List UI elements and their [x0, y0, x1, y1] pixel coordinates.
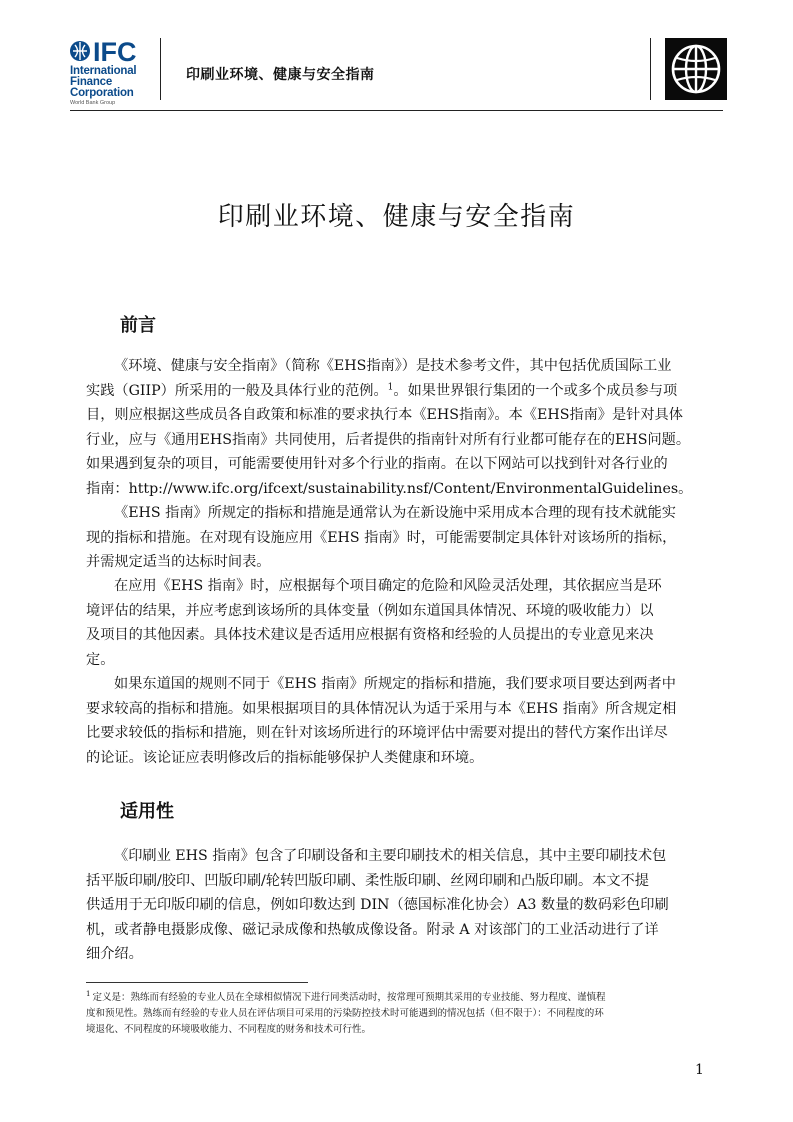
- page-header: [0, 0, 793, 112]
- paragraph-line: 细介绍。: [86, 946, 143, 962]
- paragraph-line: 括平版印刷/胶印、凹版印刷/轮转凹版印刷、柔性版印刷、丝网印刷和凸版印刷。本文不提: [86, 872, 649, 889]
- paragraph-line: 《EHS 指南》所规定的指标和措施是通常认为在新设施中采用成本合理的现有技术就能实: [114, 505, 676, 521]
- paragraph-line: 行业，应与《通用EHS指南》共同使用，后者提供的指南针对所有行业都可能存在的EHS问题。: [86, 431, 691, 448]
- paragraph-line: 《环境、健康与安全指南》（简称《EHS指南》）是技术参考文件，其中包括优质国际工业: [114, 358, 672, 374]
- ifc-logo-line-1: International: [70, 65, 137, 77]
- paragraph-line: 机，或者静电摄影成像、磁记录成像和热敏成像设备。附录 A 对该部门的工业活动进行了详: [86, 921, 659, 938]
- paragraph-line: 定。: [86, 651, 115, 668]
- section-heading-applicability: 适用性: [120, 801, 174, 822]
- paragraph-line-with-url: 指南：http://www.ifc.org/ifcext/sustainability.nsf/Content/EnvironmentalGuidelines。: [86, 480, 693, 497]
- footnote-reference[interactable]: 1: [387, 381, 394, 392]
- paragraph-line: 要求较高的指标和措施。如果根据项目的具体情况认为适于采用与本《EHS 指南》所含规定相: [86, 700, 677, 717]
- footnote-mark: 1: [86, 989, 91, 998]
- footnote-separator: [86, 982, 308, 983]
- paragraph: [86, 672, 711, 770]
- paragraph-line: 供适用于无印版印刷的信息，例如印数达到 DIN（德国标准化协会）A3 数量的数码彩色印刷: [86, 897, 669, 913]
- footnote-line: 度和预见性。熟练而有经验的专业人员在评估项目可采用的污染防控技术时可能遇到的情况包括（但不限于）：不同程度的环: [86, 1008, 604, 1019]
- paragraph: [86, 574, 711, 672]
- page-title: 印刷业环境、健康与安全指南: [217, 202, 576, 232]
- paragraph-line: 《印刷业 EHS 指南》包含了印刷设备和主要印刷技术的相关信息，其中主要印刷技术包: [114, 848, 667, 864]
- paragraph-line: 如果东道国的规则不同于《EHS 指南》所规定的指标和措施，我们要求项目要达到两者中: [114, 676, 676, 692]
- paragraph-line: [86, 379, 711, 404]
- section-heading-foreword: 前言: [120, 315, 156, 336]
- ifc-logo: [70, 38, 160, 108]
- header-rule: [70, 110, 723, 111]
- paragraph-line: 在应用《EHS 指南》时，应根据每个项目确定的危险和风险灵活处理，其依据应当是环: [114, 578, 662, 594]
- header-divider-right: [650, 38, 651, 100]
- ifc-logo-text: IFC: [93, 38, 137, 64]
- paragraph: [86, 501, 711, 575]
- footnote-line: [86, 990, 716, 1006]
- paragraph-line: 并需规定适当的达标时间表。: [86, 554, 271, 570]
- paragraph-line: 比要求较低的指标和措施，则在针对该场所进行的环境评估中需要对提出的替代方案作出详尽: [86, 725, 668, 741]
- world-bank-logo: [665, 38, 727, 100]
- ifc-globe-mark-icon: [70, 38, 160, 64]
- paragraph-line: 境评估的结果，并应考虑到该场所的具体变量（例如东道国具体情况、环境的吸收能力）以: [86, 602, 654, 619]
- paragraph: [86, 844, 711, 967]
- ifc-logo-line-3: Corporation: [70, 87, 134, 99]
- paragraph-line-text: 。如果世界银行集团的一个或多个成员参与项: [393, 382, 678, 399]
- header-divider-left: [160, 38, 161, 100]
- paragraph-line: 现的指标和措施。在对现有设施应用《EHS 指南》时，可能需要制定具体针对该场所的指标，: [86, 529, 677, 546]
- ifc-logo-line-2: Finance: [70, 76, 113, 88]
- world-bank-globe-icon: [665, 38, 727, 100]
- paragraph: [86, 354, 711, 501]
- header-title: 印刷业环境、健康与安全指南: [186, 67, 375, 83]
- footnote-text: 定义是：熟练而有经验的专业人员在全球相似情况下进行同类活动时，按常理可预期其采用的专业技能、努力程度、谨慎程: [92, 992, 606, 1003]
- paragraph-line: 目，则应根据这些成员各自政策和标准的要求执行本《EHS指南》。本《EHS指南》是针对具体: [86, 407, 683, 423]
- paragraph-line: 的论证。该论证应表明修改后的指标能够保护人类健康和环境。: [86, 749, 484, 766]
- paragraph-line: 及项目的其他因素。具体技术建议是否适用应根据有资格和经验的人员提出的专业意见来决: [86, 627, 654, 643]
- page-number: 1: [695, 1062, 704, 1078]
- ifc-logo-group: World Bank Group: [70, 100, 116, 106]
- paragraph-line: 如果遇到复杂的项目，可能需要使用针对多个行业的指南。在以下网站可以找到针对各行业的: [86, 456, 668, 472]
- paragraph-line-text: 实践（GIIP）所采用的一般及具体行业的范例。: [86, 382, 388, 399]
- footnote-line: 境退化、不同程度的环境吸收能力、不同程度的财务和技术可行性。: [86, 1024, 372, 1035]
- footnote: [86, 990, 716, 1038]
